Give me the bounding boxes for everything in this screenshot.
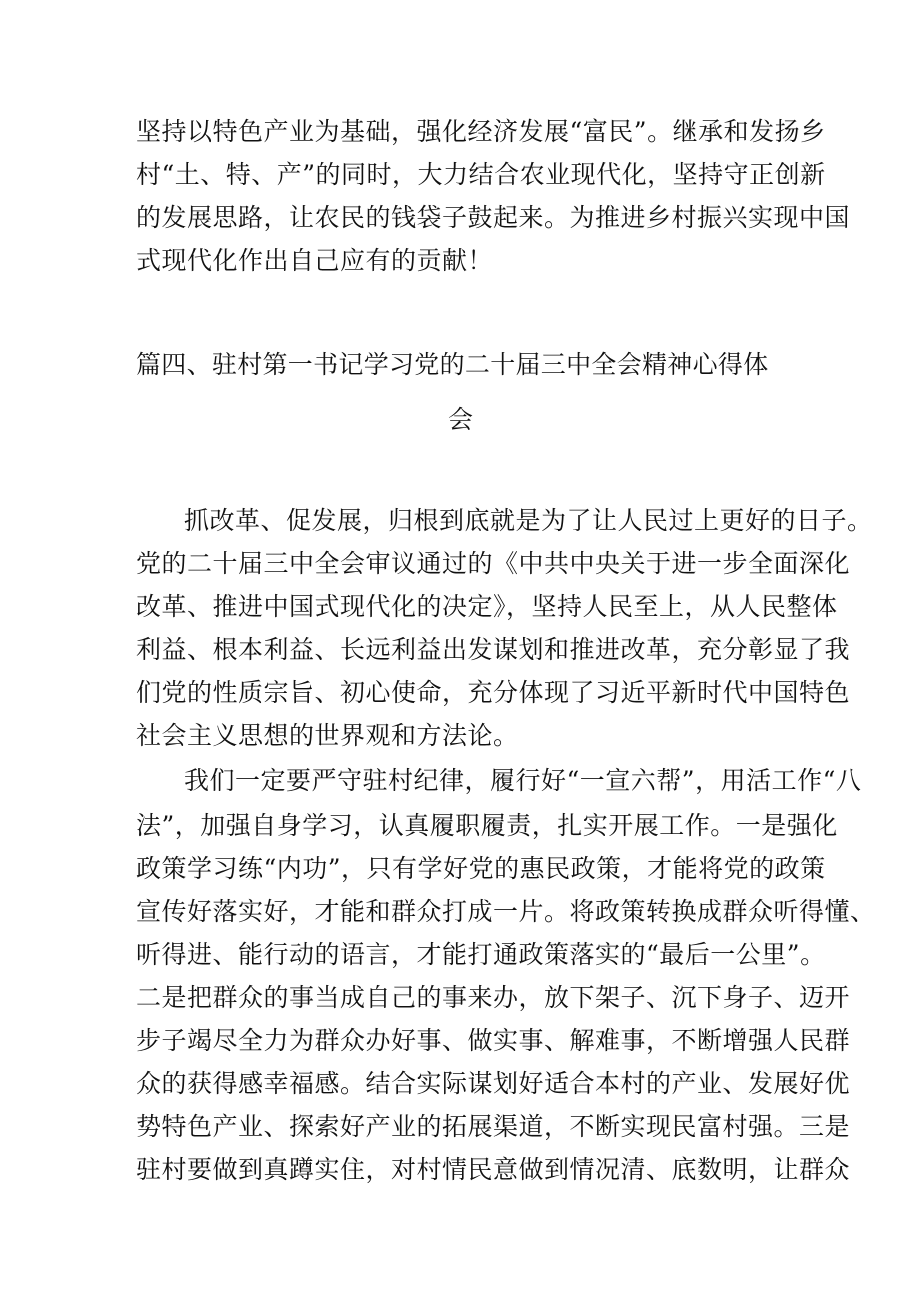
paragraph-2-line-3: 政策学习练“内功”，只有学好党的惠民政策，才能将党的政策 — [136, 854, 826, 883]
paragraph-2-line-4: 宣传好落实好，才能和群众打成一片。将政策转换成群众听得懂、 — [136, 897, 876, 926]
paragraph-1-line-5: 们党的性质宗旨、初心使命，充分体现了习近平新时代中国特色 — [136, 678, 851, 707]
paragraph-2-line-9: 势特色产业、探索好产业的拓展渠道，不断实现民富村强。三是 — [136, 1112, 851, 1141]
intro-line-1: 坚持以特色产业为基础，强化经济发展“富民”。继承和发扬乡 — [136, 117, 826, 146]
paragraph-2-line-10: 驻村要做到真蹲实住，对村情民意做到情况清、底数明，让群众 — [136, 1155, 851, 1184]
section-title-line-1: 篇四、驻村第一书记学习党的二十届三中全会精神心得体 — [136, 350, 769, 379]
paragraph-2-line-2: 法”，加强自身学习，认真履职履责，扎实开展工作。一是强化 — [136, 811, 838, 840]
paragraph-2-line-5: 听得进、能行动的语言，才能打通政策落实的“最后一公里”。 — [136, 940, 826, 969]
paragraph-1-line-3: 改革、推进中国式现代化的决定》，坚持人民至上，从人民整体 — [136, 592, 838, 621]
intro-line-2: 村“土、特、产”的同时，大力结合农业现代化，坚持守正创新 — [136, 160, 826, 189]
paragraph-2-line-6: 二是把群众的事当成自己的事来办，放下架子、沉下身子、迈开 — [136, 983, 851, 1012]
paragraph-2-line-7: 步子竭尽全力为群众办好事、做实事、解难事，不断增强人民群 — [136, 1026, 851, 1055]
paragraph-1-line-6: 社会主义思想的世界观和方法论。 — [136, 721, 519, 750]
paragraph-1-line-1: 抓改革、促发展，归根到底就是为了让人民过上更好的日子。 — [184, 506, 873, 535]
paragraph-2-line-1: 我们一定要严守驻村纪律，履行好“一宣六帮”，用活工作“八 — [184, 766, 862, 795]
paragraph-2-line-8: 众的获得感幸福感。结合实际谋划好适合本村的产业、发展好优 — [136, 1069, 851, 1098]
section-title-line-2: 会 — [448, 405, 474, 434]
paragraph-1-line-4: 利益、根本利益、长远利益出发谋划和推进改革，充分彰显了我 — [136, 635, 851, 664]
intro-line-3: 的发展思路，让农民的钱袋子鼓起来。为推进乡村振兴实现中国 — [136, 203, 851, 232]
intro-line-4: 式现代化作出自己应有的贡献！ — [136, 246, 494, 275]
paragraph-1-line-2: 党的二十届三中全会审议通过的《中共中央关于进一步全面深化 — [136, 549, 851, 578]
